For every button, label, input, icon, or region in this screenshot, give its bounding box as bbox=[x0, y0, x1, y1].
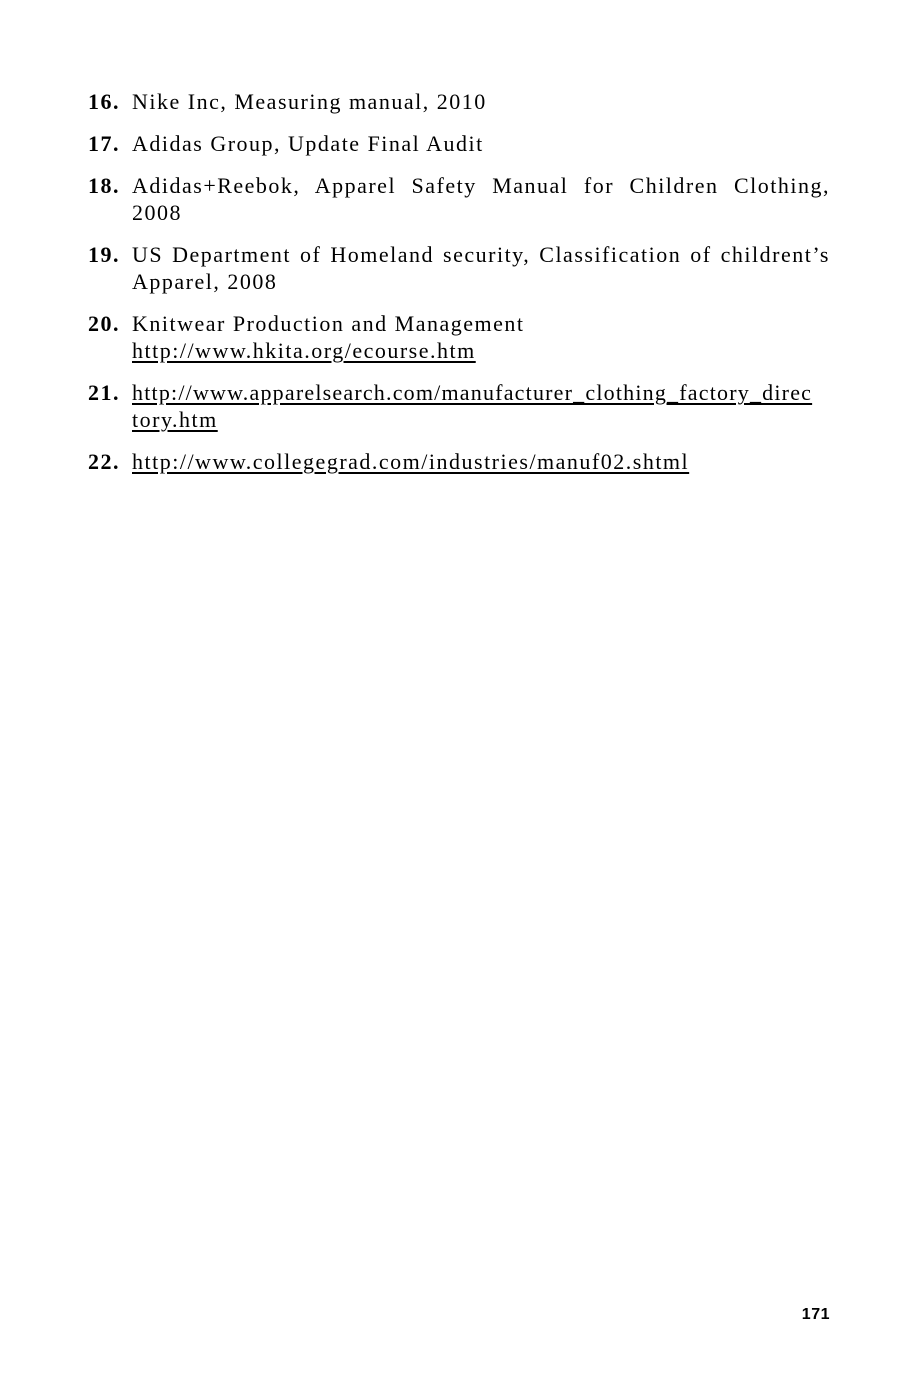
reference-item-22 bbox=[88, 448, 830, 475]
reference-number: 20. bbox=[88, 311, 120, 336]
page-number: 171 bbox=[801, 1306, 830, 1323]
reference-number: 21. bbox=[88, 380, 120, 405]
reference-number: 19. bbox=[88, 242, 120, 267]
reference-link[interactable]: http://www.collegegrad.com/industries/manuf02.shtml bbox=[132, 449, 690, 474]
reference-number: 18. bbox=[88, 173, 120, 198]
reference-number: 22. bbox=[88, 449, 120, 474]
reference-text-line: US Department of Homeland security, Classification of childrent’s bbox=[132, 242, 830, 267]
reference-text-line: Knitwear Production and Management bbox=[132, 311, 525, 336]
reference-number: 17. bbox=[88, 131, 120, 156]
reference-item-16 bbox=[88, 88, 830, 115]
reference-list bbox=[88, 88, 830, 490]
reference-text-line: Adidas+Reebok, Apparel Safety Manual for Children Clothing, bbox=[132, 173, 830, 198]
reference-item-20 bbox=[88, 310, 830, 364]
reference-link[interactable]: http://www.hkita.org/ecourse.htm bbox=[132, 338, 476, 363]
reference-text-line: 2008 bbox=[132, 200, 182, 225]
reference-link[interactable]: tory.htm bbox=[132, 407, 218, 432]
reference-number: 16. bbox=[88, 89, 120, 114]
reference-item-18 bbox=[88, 172, 830, 226]
reference-text-line: Apparel, 2008 bbox=[132, 269, 278, 294]
reference-link[interactable]: http://www.apparelsearch.com/manufacturer_clothing_factory_direc bbox=[132, 380, 813, 405]
reference-item-19 bbox=[88, 241, 830, 295]
reference-item-17 bbox=[88, 130, 830, 157]
reference-item-21 bbox=[88, 379, 830, 433]
reference-text-line: Nike Inc, Measuring manual, 2010 bbox=[132, 89, 487, 114]
reference-text-line: Adidas Group, Update Final Audit bbox=[132, 131, 484, 156]
